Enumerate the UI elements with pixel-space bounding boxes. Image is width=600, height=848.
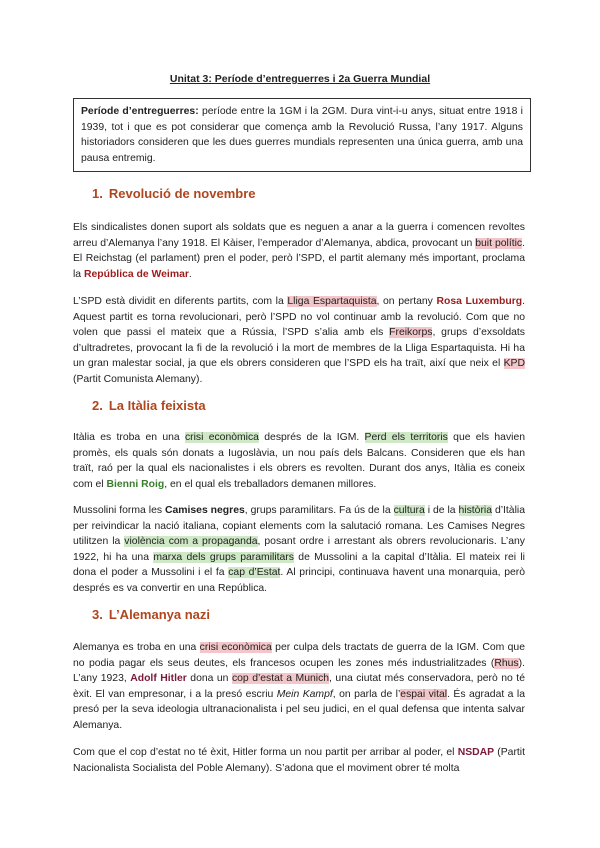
keyword: Adolf Hitler — [130, 673, 187, 685]
book-title: Mein Kampf — [276, 688, 333, 700]
highlight: Freikorps — [389, 327, 433, 339]
document-title: Unitat 3: Període d’entreguerres i 2a Guerra Mundial — [169, 73, 431, 85]
section3-paragraph1: Alemanya es troba en una crisi econòmica per culpa dels tractats de guerra de la IGM. Com que no podia pagar els seus deutes, els francesos ocupen les zones més industrialitzades (Rhus). L’any 1923, Adolf Hitler dona un cop d’estat a Munich, una ciutat més conservadora, però no té èxit. El van empresonar, i a la presó escriu Mein Kampf, on parla de l’espai vital. És agradat a la presó per la seva ideologia ultranacionalista i pel seu judici, en el qual defensa que intenta salvar Alemanya. — [73, 642, 525, 731]
section3-paragraph2: Com que el cop d’estat no té èxit, Hitler forma un nou partit per arribar al poder, el NSDAP (Partit Nacionalista Socialista del Poble Alemany). S’adona que el moviment obrer té molta — [73, 747, 525, 774]
highlight: cop d’estat a Munich — [231, 673, 330, 685]
definition-text: període entre la 1GM i la 2GM. Dura vint-i-u anys, situat entre 1918 i 1939, tot i que es pot considerar que comença amb la Revolució Russa, l’any 1917. Alguns historiadors consideren que les dues guerres mundials representen una única guerra, amb una pausa entremig. — [81, 106, 523, 164]
definition-box — [73, 98, 531, 172]
section-heading-3: 3. L’Alemanya nazi — [92, 607, 210, 622]
highlight: història — [458, 505, 492, 516]
definition-term: Període d’entreguerres: — [81, 106, 199, 117]
section-heading-1: 1. Revolució de novembre — [92, 186, 256, 201]
highlight: Rhus — [494, 657, 519, 669]
highlight: crisi econòmica — [199, 642, 272, 653]
section-heading-2: 2. La Itàlia feixista — [92, 398, 206, 413]
highlight: crisi econòmica — [184, 432, 259, 443]
highlight: violència com a propaganda — [124, 536, 258, 548]
highlight: marxa dels grups paramilitars — [153, 551, 294, 563]
keyword: Rosa Luxemburg — [436, 296, 523, 307]
highlight: Perd els territoris — [364, 432, 448, 443]
keyword: NSDAP — [457, 747, 495, 758]
highlight: cap d’Estat — [228, 567, 281, 579]
highlight: Lliga Espartaquista — [287, 296, 377, 307]
highlight: cultura — [393, 505, 425, 516]
keyword: Camises negres — [164, 505, 245, 516]
section1-paragraph1: Els sindicalistes donen suport als soldats que es neguen a anar a la guerra i comencen revoltes arreu d’Alemanya l’any 1918. El Kàiser, l’emperador d’Alemanya, abdica, provocant un buit polític. El Reichstag (el parlament) pren el poder, però l’SPD, el partit alemany més important, proclama la República de Weimar. — [73, 222, 525, 280]
keyword: Bienni Roig — [106, 478, 165, 490]
section1-paragraph2: L’SPD està dividit en diferents partits, com la Lliga Espartaquista, on pertany Rosa Luxemburg. Aquest partit es torna revolucionari, però l’SPD no vol continuar amb la revolució. Com que no volen que passi el mateix que a Rússia, l’SPD s’alia amb els Freikorps, grups d’exsoldats d’ultradretes, provocant la fi de la revolució i la mort de membres de la Lliga Espartaquista. Hi ha un gran malestar social, ja que els obrers consideren que l’SPD els ha traït, així que neix el KPD (Partit Comunista Alemany). — [73, 296, 525, 385]
highlight: KPD — [503, 358, 525, 370]
highlight: espai vital — [400, 688, 448, 700]
keyword: República de Weimar — [83, 268, 189, 280]
highlight: buit polític — [475, 237, 523, 249]
section2-paragraph2: Mussolini forma les Camises negres, grups paramilitars. Fa ús de la cultura i de la història d’Itàlia per reivindicar la nació italiana, copiant elements com la salutació romana. Les Camises Negres utilitzen la violència com a propaganda, posant ordre i arrestant als obrers revolucionaris. L’any 1922, hi ha una marxa dels grups paramilitars de Mussolini a la capital d’Itàlia. El mateix rei li dona el poder a Mussolini i el fa cap d’Estat. Al principi, continuava havent una monarquia, però després es va convertir en una República. — [73, 505, 525, 594]
section2-paragraph1: Itàlia es troba en una crisi econòmica després de la IGM. Perd els territoris que els havien promès, els quals són donats a Iugoslàvia, un nou país dels Balcans. Consideren que els han traït, raó per la qual els nacionalistes i els obrers es revolten. Durant dos anys, Itàlia es coneix com el Bienni Roig, en el qual els treballadors demanen millores. — [73, 432, 525, 490]
